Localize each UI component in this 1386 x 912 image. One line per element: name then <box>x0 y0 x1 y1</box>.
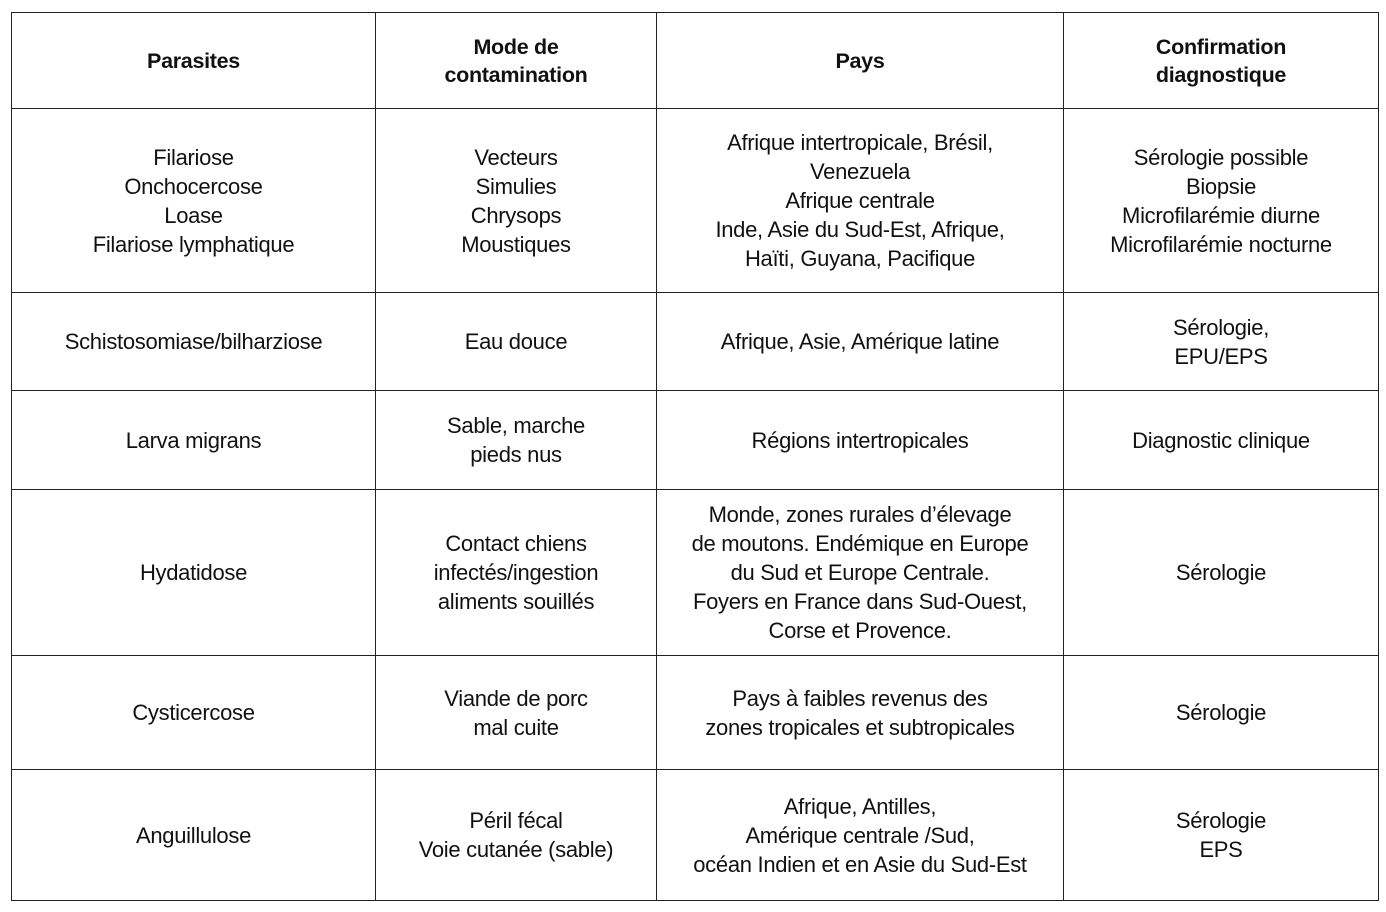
cell-parasites: Hydatidose <box>12 490 376 656</box>
cell-parasites: Anguillulose <box>12 770 376 901</box>
parasites-table <box>11 12 1379 901</box>
header-mode-contamination: Mode de contamination <box>376 13 657 109</box>
cell-mode: Vecteurs Simulies Chrysops Moustiques <box>376 109 657 293</box>
cell-diagnostic: Sérologie <box>1064 490 1379 656</box>
table-row <box>12 391 1379 490</box>
header-pays: Pays <box>657 13 1064 109</box>
cell-diagnostic: Sérologie, EPU/EPS <box>1064 293 1379 391</box>
cell-pays: Afrique, Antilles, Amérique centrale /Sud, océan Indien et en Asie du Sud-Est <box>657 770 1064 901</box>
header-confirmation-diagnostique: Confirmation diagnostique <box>1064 13 1379 109</box>
cell-mode: Contact chiens infectés/ingestion aliments souillés <box>376 490 657 656</box>
table-row <box>12 490 1379 656</box>
cell-parasites: Schistosomiase/bilharziose <box>12 293 376 391</box>
cell-parasites: Filariose Onchocercose Loase Filariose lymphatique <box>12 109 376 293</box>
cell-pays: Afrique, Asie, Amérique latine <box>657 293 1064 391</box>
cell-parasites: Cysticercose <box>12 656 376 770</box>
cell-diagnostic: Sérologie <box>1064 656 1379 770</box>
table-row <box>12 293 1379 391</box>
cell-mode: Sable, marche pieds nus <box>376 391 657 490</box>
header-row <box>12 13 1379 109</box>
cell-pays: Régions intertropicales <box>657 391 1064 490</box>
cell-pays: Monde, zones rurales d’élevage de moutons. Endémique en Europe du Sud et Europe Centrale. Foyers en France dans Sud-Ouest, Corse et Provence. <box>657 490 1064 656</box>
table-row <box>12 109 1379 293</box>
table-row <box>12 656 1379 770</box>
cell-parasites: Larva migrans <box>12 391 376 490</box>
cell-mode: Eau douce <box>376 293 657 391</box>
header-parasites: Parasites <box>12 13 376 109</box>
cell-pays: Pays à faibles revenus des zones tropicales et subtropicales <box>657 656 1064 770</box>
cell-mode: Péril fécal Voie cutanée (sable) <box>376 770 657 901</box>
cell-diagnostic: Diagnostic clinique <box>1064 391 1379 490</box>
cell-diagnostic: Sérologie EPS <box>1064 770 1379 901</box>
table-row <box>12 770 1379 901</box>
parasites-table-container <box>11 12 1378 900</box>
cell-pays: Afrique intertropicale, Brésil, Venezuela Afrique centrale Inde, Asie du Sud-Est, Afrique, Haïti, Guyana, Pacifique <box>657 109 1064 293</box>
cell-mode: Viande de porc mal cuite <box>376 656 657 770</box>
cell-diagnostic: Sérologie possible Biopsie Microfilarémie diurne Microfilarémie nocturne <box>1064 109 1379 293</box>
